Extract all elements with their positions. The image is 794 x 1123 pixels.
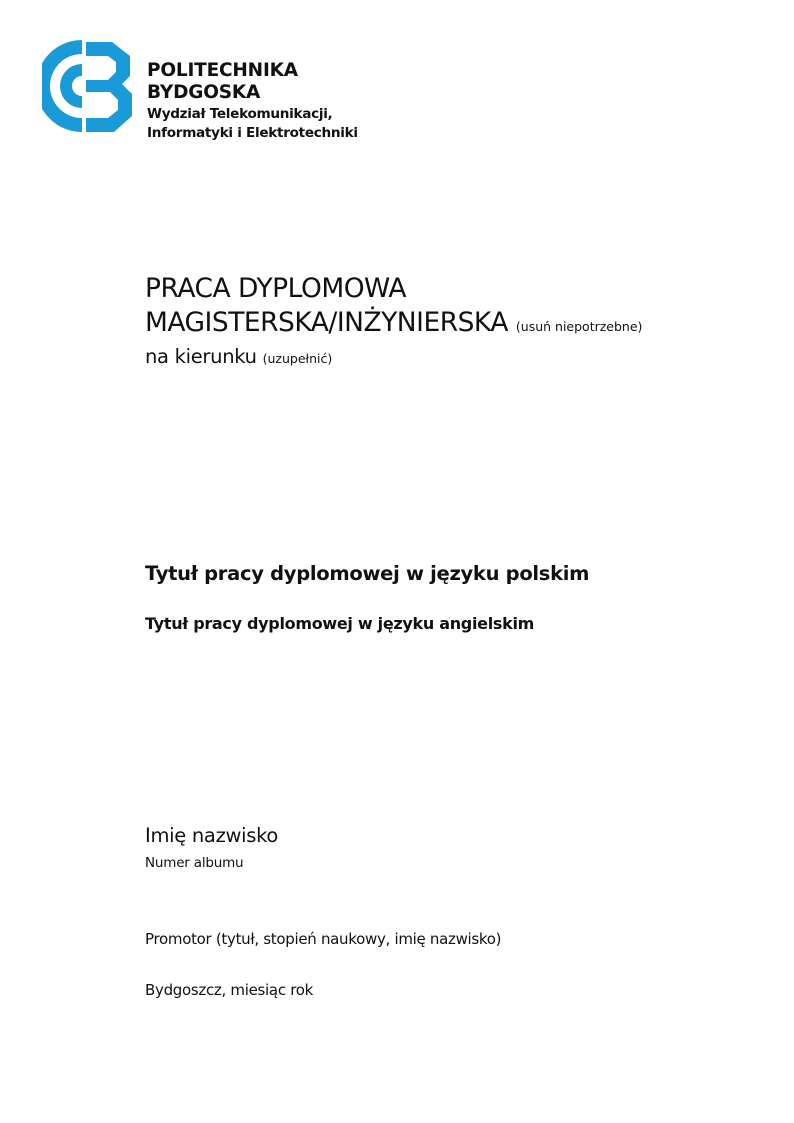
supervisor: Promotor (tytuł, stopień naukowy, imię nazwisko) <box>145 930 502 948</box>
politechnika-bydgoska-logo-icon <box>42 38 136 134</box>
author-name: Imię nazwisko <box>145 824 279 847</box>
place-and-date: Bydgoszcz, miesiąc rok <box>145 981 314 999</box>
thesis-type-line2 <box>145 306 642 344</box>
album-number: Numer albumu <box>145 855 244 871</box>
thesis-title-english: Tytuł pracy dyplomowej w języku angielskim <box>145 614 534 633</box>
field-of-study-label: na kierunku <box>145 345 257 368</box>
field-of-study-note: (uzupełnić) <box>262 351 333 366</box>
thesis-type-note: (usuń niepotrzebne) <box>515 319 643 334</box>
faculty-name-line2: Informatyki i Elektrotechniki <box>147 125 358 141</box>
thesis-type-line1: PRACA DYPLOMOWA <box>145 273 406 304</box>
field-of-study-line <box>145 344 642 372</box>
institution-name-line1: POLITECHNIKA <box>147 60 298 81</box>
institution-block <box>147 60 358 142</box>
thesis-title-polish: Tytuł pracy dyplomowej w języku polskim <box>145 562 590 585</box>
faculty-name-line1: Wydział Telekomunikacji, <box>147 106 333 122</box>
thesis-degree: MAGISTERSKA/INŻYNIERSKA <box>145 307 508 338</box>
institution-name-line2: BYDGOSKA <box>147 82 261 103</box>
thesis-type-block <box>145 272 642 372</box>
